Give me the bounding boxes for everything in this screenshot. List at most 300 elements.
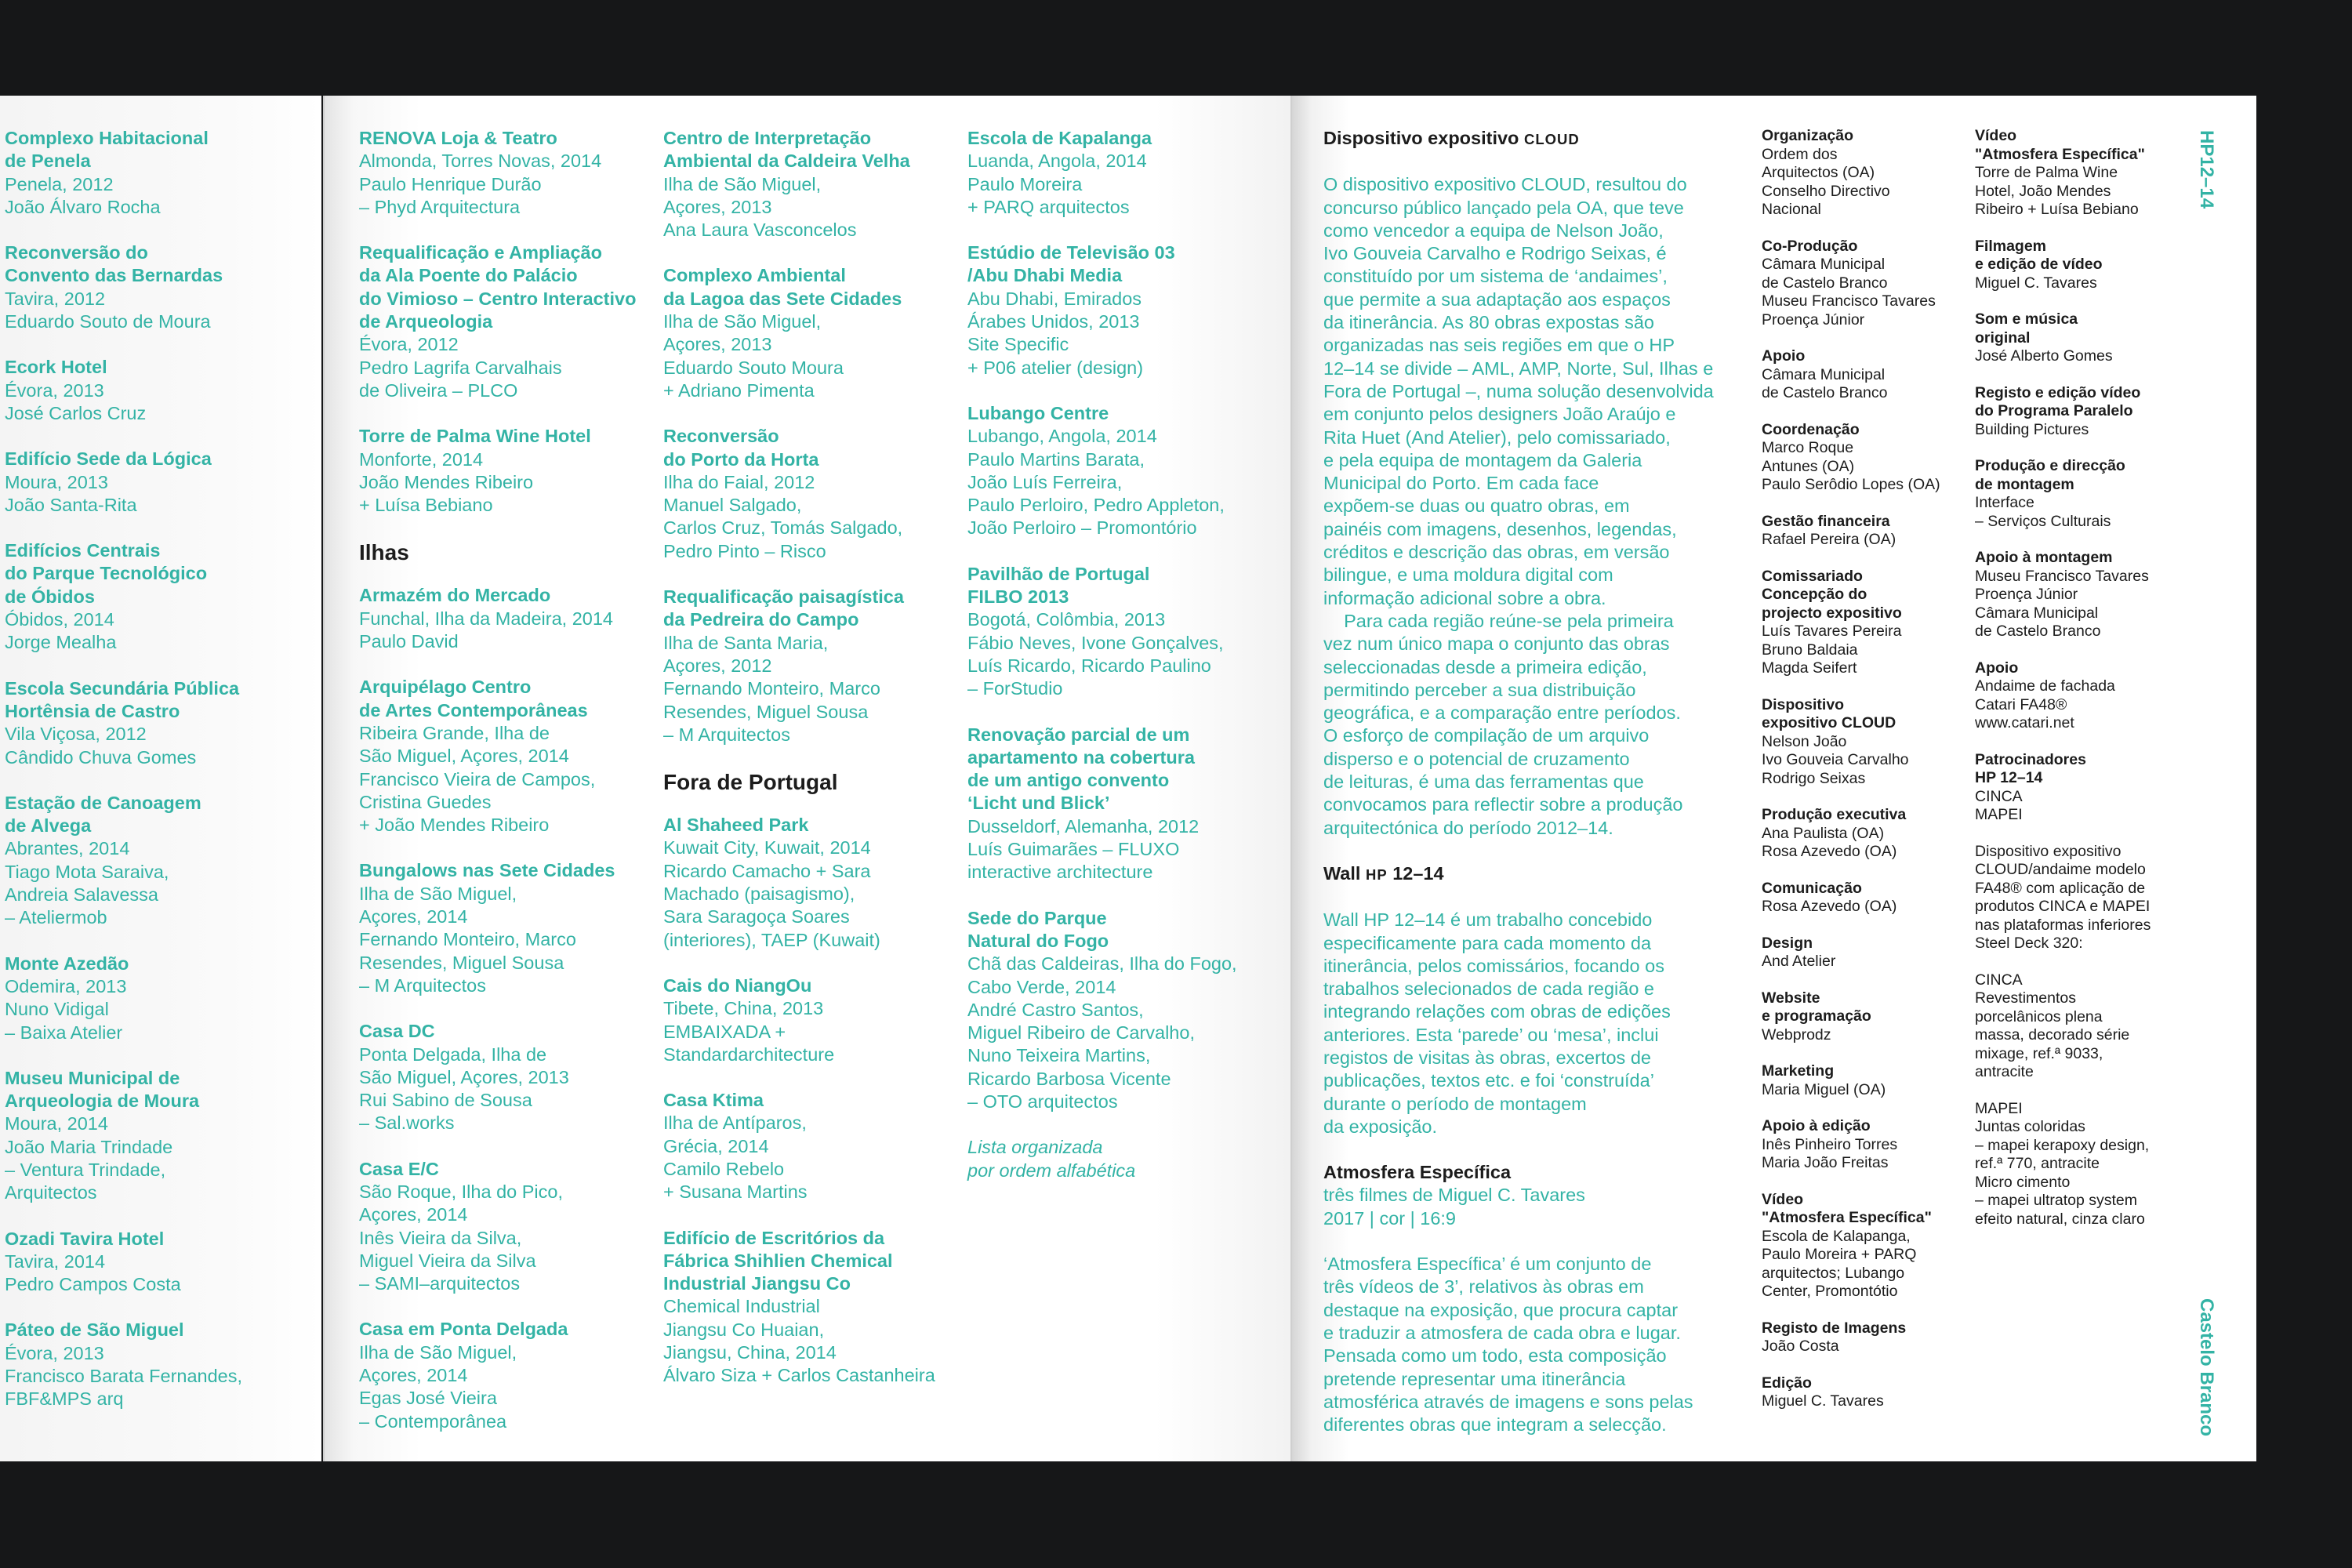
wall-paragraph	[1323, 909, 1714, 1138]
credit-name: Nacional	[1762, 201, 1821, 218]
list-note: Lista organizada por ordem alfabética	[967, 1137, 1136, 1181]
credit-name: Micro cimento	[1975, 1173, 2071, 1191]
work-detail: Fábio Neves, Ivone Gonçalves,	[967, 632, 1224, 653]
work-title: Bungalows nas Sete Cidades	[359, 860, 615, 881]
dispositivo-paragraph-2	[1323, 610, 1714, 840]
work-entry	[359, 1020, 636, 1134]
credit-name: CINCA	[1975, 971, 2023, 989]
work-detail: João Maria Trindade	[5, 1136, 173, 1157]
work-detail: Cristina Guedes	[359, 791, 492, 812]
work-detail: Luanda, Angola, 2014	[967, 151, 1147, 172]
credit-role: Website	[1762, 989, 1820, 1007]
work-detail: Arquitectos	[5, 1182, 97, 1203]
work-detail: Funchal, Ilha da Madeira, 2014	[359, 608, 613, 629]
credit-name: Maria Miguel (OA)	[1762, 1080, 1886, 1098]
credit-name: Ana Paulista (OA)	[1762, 824, 1885, 842]
work-detail: Abu Dhabi, Emirados	[967, 288, 1142, 309]
work-entry	[967, 402, 1237, 540]
work-detail: – OTO arquitectos	[967, 1091, 1118, 1112]
work-detail: Ilha de São Miguel,	[359, 1341, 517, 1363]
credit-role: Coordenação	[1762, 420, 1860, 438]
work-title: Estação de Canoagem	[5, 792, 201, 813]
fold-line	[323, 96, 325, 1461]
work-title: do Parque Tecnológico	[5, 563, 208, 584]
work-title: Lubango Centre	[967, 402, 1109, 423]
text-line: que permite a sua adaptação aos espaços	[1323, 289, 1671, 310]
credit-entry	[1975, 384, 2151, 440]
text-line: Ivo Gouveia Carvalho e Rodrigo Seixas, é	[1323, 243, 1667, 264]
work-detail: Ricardo Barbosa Vicente	[967, 1068, 1171, 1089]
text-line: da exposição.	[1323, 1116, 1438, 1137]
credit-name: Rodrigo Seixas	[1762, 769, 1866, 787]
credit-name: Marco Roque	[1762, 439, 1854, 456]
text-line: em conjunto pelos designers João Araújo e	[1323, 404, 1676, 425]
credit-role: e edição de vídeo	[1975, 256, 2103, 273]
text-line: concurso público lançado pela OA, que teve	[1323, 197, 1684, 218]
work-title: de Alvega	[5, 815, 92, 837]
text-line: publicações, textos etc. e foi ‘construída’	[1323, 1070, 1654, 1091]
work-detail: Cândido Chuva Gomes	[5, 746, 197, 768]
credit-name: Miguel C. Tavares	[1762, 1392, 1884, 1410]
work-detail: Francisco Vieira de Campos,	[359, 768, 596, 789]
credit-name: Ordem dos	[1762, 145, 1838, 163]
work-entry	[5, 1319, 242, 1410]
work-title: Ecork Hotel	[5, 357, 107, 378]
credits-column-2	[1975, 127, 2151, 1247]
credit-entry	[1975, 971, 2151, 1082]
text-line: painéis com imagens, desenhos, legendas,	[1323, 518, 1677, 539]
credit-entry	[1762, 513, 1940, 550]
work-detail: + P06 atelier (design)	[967, 357, 1144, 378]
work-title: Requalificação paisagística	[663, 586, 904, 608]
work-detail: Cabo Verde, 2014	[967, 976, 1116, 997]
work-detail: Ilha de São Miguel,	[359, 883, 517, 904]
work-entry	[359, 425, 636, 517]
work-entry	[663, 425, 935, 563]
works-column-4	[967, 127, 1237, 1205]
credit-name: Webprodz	[1762, 1025, 1831, 1044]
work-detail: FBF&MPS arq	[5, 1388, 124, 1410]
text-line: Pensada como um todo, esta composição	[1323, 1345, 1667, 1367]
credit-name: ref.ª 770, antracite	[1975, 1155, 2100, 1172]
credit-name: Paulo Moreira + PARQ	[1762, 1246, 1917, 1263]
work-detail: Inês Vieira da Silva,	[359, 1227, 522, 1248]
work-detail: Miguel Ribeiro de Carvalho,	[967, 1022, 1195, 1044]
credit-role: Apoio à montagem	[1975, 549, 2113, 566]
credit-name: CINCA	[1975, 787, 2023, 805]
work-title: da Ala Poente do Palácio	[359, 265, 578, 286]
credit-name: efeito natural, cinza claro	[1975, 1210, 2145, 1228]
credit-entry	[1975, 457, 2151, 531]
work-detail: Açores, 2014	[359, 906, 468, 927]
credit-role: Comunicação	[1762, 879, 1862, 897]
credit-role: de montagem	[1975, 475, 2074, 493]
work-title: FILBO 2013	[967, 586, 1069, 608]
text-line: e traduzir a atmosfera de cada obra e lugar.	[1323, 1322, 1681, 1343]
work-detail: Moura, 2013	[5, 471, 108, 492]
work-detail: + Susana Martins	[663, 1181, 808, 1203]
work-detail: São Miguel, Açores, 2013	[359, 1066, 569, 1087]
work-title: de Artes Contemporâneas	[359, 699, 588, 720]
credit-role: Co-Produção	[1762, 237, 1858, 255]
work-title: Páteo de São Miguel	[5, 1319, 184, 1341]
atmosfera-paragraph	[1323, 1253, 1714, 1436]
text-line: Para cada região reúne-se pela primeira	[1323, 610, 1674, 631]
credit-name: Ribeiro + Luísa Bebiano	[1975, 201, 2139, 218]
credit-entry	[1975, 127, 2151, 220]
work-detail: João Álvaro Rocha	[5, 196, 161, 217]
work-detail: Monforte, 2014	[359, 448, 484, 470]
credit-entry	[1762, 935, 1940, 971]
work-detail: Almonda, Torres Novas, 2014	[359, 151, 602, 172]
text-line: itinerância, pelos comissários, focando os	[1323, 955, 1664, 976]
credit-name: Câmara Municipal	[1762, 256, 1886, 273]
text-line: Municipal do Porto. Em cada face	[1323, 473, 1599, 494]
work-detail: Francisco Barata Fernandes,	[5, 1366, 243, 1387]
credit-name: Miguel C. Tavares	[1975, 274, 2097, 292]
work-entry	[359, 1318, 636, 1432]
work-detail: EMBAIXADA +	[663, 1021, 786, 1042]
work-entry	[663, 814, 935, 952]
work-title: RENOVA Loja & Teatro	[359, 128, 557, 148]
credit-name: José Alberto Gomes	[1975, 347, 2113, 365]
text-line: Wall HP 12–14 é um trabalho concebido	[1323, 909, 1653, 931]
work-title: Complexo Habitacional	[5, 128, 209, 148]
work-detail: de Oliveira – PLCO	[359, 379, 518, 401]
work-title: do Vimioso – Centro Interactivo	[359, 288, 637, 309]
credits-column-1	[1762, 127, 1940, 1429]
text-line: pretende representar uma itinerância	[1323, 1368, 1626, 1389]
credit-entry	[1975, 310, 2151, 366]
credit-name: Arquitectos (OA)	[1762, 164, 1875, 181]
work-detail: Manuel Salgado,	[663, 495, 802, 516]
credit-name: Paulo Serôdio Lopes (OA)	[1762, 476, 1940, 493]
credit-name: Building Pictures	[1975, 420, 2089, 438]
work-detail: Jiangsu, China, 2014	[663, 1342, 837, 1363]
credit-name: Ivo Gouveia Carvalho	[1762, 751, 1909, 768]
work-title: Torre de Palma Wine Hotel	[359, 426, 591, 447]
work-detail: João Santa-Rita	[5, 494, 137, 515]
credit-role: do Programa Paralelo	[1975, 402, 2133, 419]
credit-name: porcelânicos plena	[1975, 1007, 2103, 1025]
work-detail: Luís Guimarães – FLUXO	[967, 839, 1180, 860]
work-detail: Camilo Rebelo	[663, 1158, 785, 1179]
work-entry	[359, 1158, 636, 1296]
works-column-2	[359, 127, 636, 1456]
work-title: Industrial Jiangsu Co	[663, 1273, 851, 1294]
work-title: Casa em Ponta Delgada	[359, 1319, 568, 1340]
credit-role: "Atmosfera Específica"	[1762, 1209, 1932, 1226]
work-detail: Ana Laura Vasconcelos	[663, 220, 857, 241]
credit-name: produtos CINCA e MAPEI	[1975, 898, 2151, 915]
credit-name: – mapei kerapoxy design,	[1975, 1136, 2150, 1154]
credit-name: Steel Deck 320:	[1975, 935, 2083, 952]
text-line: créditos e descrição das obras, em versão	[1323, 542, 1670, 563]
credit-entry	[1762, 421, 1940, 495]
work-entry	[5, 1228, 242, 1297]
work-title: de um antigo convento	[967, 770, 1170, 791]
text-line: Fora de Portugal –, numa solução desenvolvida	[1323, 380, 1714, 401]
text-line: atmosférica através de imagens e sons pelas	[1323, 1391, 1693, 1412]
credit-name: FA48® com aplicação de	[1975, 879, 2146, 897]
work-title: Hortênsia de Castro	[5, 700, 180, 721]
work-detail: Eduardo Souto de Moura	[5, 311, 211, 332]
work-detail: André Castro Santos,	[967, 999, 1144, 1020]
credit-role: expositivo CLOUD	[1762, 714, 1896, 731]
work-entry	[663, 127, 935, 241]
credit-entry	[1762, 1191, 1940, 1301]
work-entry	[967, 724, 1237, 884]
text-line: constituído por um sistema de ‘andaimes’,	[1323, 266, 1668, 287]
credit-name: www.catari.net	[1975, 714, 2074, 731]
work-title: da Lagoa das Sete Cidades	[663, 288, 902, 309]
work-detail: Site Specific	[967, 334, 1069, 355]
credit-name: CLOUD/andaime modelo	[1975, 861, 2146, 878]
credit-name: Torre de Palma Wine	[1975, 164, 2118, 181]
credit-entry	[1762, 1062, 1940, 1099]
work-detail: Açores, 2012	[663, 655, 772, 676]
credit-name: MAPEI	[1975, 806, 2023, 823]
credit-name: Câmara Municipal	[1975, 604, 2099, 622]
credit-name: Dispositivo expositivo	[1975, 842, 2122, 860]
work-detail: + Adriano Pimenta	[663, 379, 815, 401]
work-detail: Évora, 2013	[5, 1342, 104, 1363]
work-title: Edifícios Centrais	[5, 540, 161, 561]
work-title: Requalificação e Ampliação	[359, 242, 602, 263]
work-title: Monte Azedão	[5, 953, 129, 974]
work-detail: Fernando Monteiro, Marco	[359, 929, 576, 950]
work-detail: – M Arquitectos	[359, 975, 486, 996]
work-entry	[967, 241, 1237, 379]
credit-name: nas plataformas inferiores	[1975, 916, 2151, 934]
work-entry	[663, 1227, 935, 1388]
credit-role: Registo e edição vídeo	[1975, 383, 2141, 401]
credit-role: Dispositivo	[1762, 695, 1845, 713]
credit-name: And Atelier	[1762, 953, 1836, 970]
credit-role: Vídeo	[1762, 1190, 1804, 1208]
credit-entry	[1762, 1374, 1940, 1411]
text-line: bilingue, e uma moldura digital com	[1323, 564, 1613, 586]
work-detail: (interiores), TAEP (Kuwait)	[663, 929, 880, 950]
work-detail: Odemira, 2013	[5, 975, 127, 996]
work-title: Sede do Parque	[967, 907, 1107, 928]
work-detail: Eduardo Souto Moura	[663, 357, 844, 378]
work-detail: Nuno Teixeira Martins,	[967, 1045, 1151, 1066]
work-title: Casa E/C	[359, 1158, 439, 1179]
work-title: de Óbidos	[5, 586, 95, 607]
work-entry	[5, 677, 242, 769]
text-line: como vencedor a equipa de Nelson João,	[1323, 220, 1664, 241]
work-detail: Nuno Vidigal	[5, 999, 109, 1020]
work-detail: Álvaro Siza + Carlos Castanheira	[663, 1365, 935, 1386]
work-title: do Porto da Horta	[663, 448, 819, 470]
work-title: Museu Municipal de	[5, 1067, 180, 1088]
work-detail: João Luís Ferreira,	[967, 471, 1123, 492]
work-detail: José Carlos Cruz	[5, 402, 147, 423]
work-entry	[663, 1089, 935, 1203]
work-entry	[359, 859, 636, 997]
text-line: anteriores. Esta ‘parede’ ou ‘mesa’, inclui	[1323, 1024, 1659, 1045]
credit-name: Proença Júnior	[1762, 310, 1865, 328]
work-detail: Ricardo Camacho + Sara	[663, 860, 871, 881]
work-title: Complexo Ambiental	[663, 265, 846, 286]
work-detail: Abrantes, 2014	[5, 838, 130, 859]
work-detail: Açores, 2014	[359, 1365, 468, 1386]
work-detail: Penela, 2012	[5, 173, 114, 194]
work-detail: Pedro Lagrifa Carvalhais	[359, 357, 562, 378]
work-title: /Abu Dhabi Media	[967, 265, 1123, 286]
credit-name: Nelson João	[1762, 732, 1847, 750]
text-line: durante o período de montagem	[1323, 1093, 1587, 1114]
work-title: ‘Licht und Blick’	[967, 793, 1110, 814]
text-line: registos de visitas às obras, excertos de	[1323, 1047, 1651, 1068]
work-detail: Andreia Salavessa	[5, 884, 158, 906]
work-detail: Chemical Industrial	[663, 1296, 820, 1317]
credit-role: Som e música	[1975, 310, 2078, 328]
work-entry	[967, 127, 1237, 219]
text-line: informação adicional sobre a obra.	[1323, 587, 1606, 608]
work-detail: Óbidos, 2014	[5, 609, 114, 630]
works-column-1	[5, 127, 242, 1434]
work-title: Escola de Kapalanga	[967, 128, 1152, 148]
work-detail: + PARQ arquitectos	[967, 196, 1130, 217]
text-line: integrando relações com obras de edições	[1323, 1001, 1671, 1022]
credit-name: Center, Promontótio	[1762, 1283, 1898, 1300]
credit-role: Vídeo	[1975, 127, 2017, 144]
work-detail: Resendes, Miguel Sousa	[663, 701, 869, 722]
credit-name: Conselho Directivo	[1762, 182, 1890, 200]
work-detail: – Baixa Atelier	[5, 1022, 123, 1043]
work-title: da Pedreira do Campo	[663, 609, 859, 630]
credit-role: Apoio	[1762, 347, 1806, 365]
atmosfera-subtitle: três filmes de Miguel C. Tavares 2017 | cor | 16:9	[1323, 1185, 1585, 1229]
work-detail: Egas José Vieira	[359, 1388, 497, 1409]
work-detail: Paulo Henrique Durão	[359, 173, 542, 194]
work-detail: interactive architecture	[967, 862, 1153, 883]
dispositivo-title: Dispositivo expositivo CLOUD	[1323, 128, 1580, 148]
work-detail: + João Mendes Ribeiro	[359, 815, 550, 836]
credit-role: Organização	[1762, 127, 1854, 144]
credit-entry	[1762, 1117, 1940, 1173]
work-detail: Ribeira Grande, Ilha de	[359, 722, 550, 743]
credit-name: João Costa	[1762, 1338, 1839, 1355]
work-detail: Standardarchitecture	[663, 1044, 835, 1065]
work-entry	[5, 1067, 242, 1205]
work-title: Edifício de Escritórios da	[663, 1227, 885, 1248]
work-title: Escola Secundária Pública	[5, 677, 240, 699]
work-title: de Arqueologia	[359, 311, 493, 332]
work-detail: Pedro Pinto – Risco	[663, 540, 826, 561]
credit-role: Patrocinadores	[1975, 750, 2086, 768]
work-detail: Tibete, China, 2013	[663, 998, 824, 1019]
work-entry	[359, 676, 636, 837]
text-line: trabalhos selecionados de cada região e	[1323, 978, 1654, 1000]
credit-name: – Serviços Culturais	[1975, 512, 2111, 530]
work-entry	[359, 127, 636, 219]
credit-entry	[1762, 880, 1940, 916]
credit-name: de Castelo Branco	[1762, 384, 1888, 401]
works-column-3	[663, 127, 935, 1410]
credit-name: mixage, ref.ª 9033,	[1975, 1044, 2103, 1062]
work-entry	[5, 241, 242, 333]
credit-entry	[1762, 1319, 1940, 1356]
text-line: disperso e o potencial de cruzamento	[1323, 748, 1630, 769]
work-title: Arqueologia de Moura	[5, 1091, 200, 1112]
text-line: convocamos para reflectir sobre a produção	[1323, 794, 1683, 815]
text-line: Rita Huet (And Atelier), pelo comissariado,	[1323, 426, 1671, 448]
credit-entry	[1975, 549, 2151, 641]
work-entry	[967, 907, 1237, 1114]
credit-entry	[1975, 659, 2151, 733]
work-detail: Carlos Cruz, Tomás Salgado,	[663, 517, 903, 539]
credit-name: Juntas coloridas	[1975, 1118, 2085, 1135]
credit-name: Revestimentos	[1975, 989, 2076, 1007]
credit-entry	[1762, 347, 1940, 403]
work-entry	[5, 127, 242, 219]
work-title: Fábrica Shihlien Chemical	[663, 1250, 893, 1271]
work-detail: Moura, 2014	[5, 1113, 108, 1134]
work-detail: Luís Ricardo, Ricardo Paulino	[967, 655, 1211, 676]
work-detail: Jiangsu Co Huaian,	[663, 1319, 825, 1340]
text-line: vez num único mapa o conjunto das obras	[1323, 633, 1670, 655]
credit-name: Rosa Azevedo (OA)	[1762, 843, 1897, 860]
text-line: três vídeos de 3’, relativos às obras em	[1323, 1276, 1644, 1298]
text-line: ‘Atmosfera Específica’ é um conjunto de	[1323, 1254, 1652, 1275]
work-detail: – Sal.works	[359, 1112, 455, 1134]
text-line: destaque na exposição, que procura captar	[1323, 1299, 1679, 1320]
credit-role: HP 12–14	[1975, 769, 2043, 786]
work-title: Al Shaheed Park	[663, 815, 809, 836]
credit-role: e programação	[1762, 1007, 1871, 1025]
work-detail: Évora, 2013	[5, 379, 104, 401]
description-column	[1323, 127, 1714, 1436]
credit-role: Gestão financeira	[1762, 512, 1890, 530]
work-detail: Kuwait City, Kuwait, 2014	[663, 837, 871, 858]
work-title: Reconversão do	[5, 242, 148, 263]
work-detail: Tavira, 2012	[5, 288, 106, 309]
text-line: arquitectónica do período 2012–14.	[1323, 817, 1613, 838]
work-detail: Ponta Delgada, Ilha de	[359, 1044, 547, 1065]
credit-entry	[1975, 1100, 2151, 1229]
credit-name: Bruno Baldaia	[1762, 641, 1858, 659]
text-line: especificamente para cada momento da	[1323, 932, 1652, 953]
credit-role: original	[1975, 328, 2031, 347]
work-detail: – M Arquitectos	[663, 724, 790, 745]
credit-entry	[1762, 238, 1940, 330]
credit-role: Concepção do	[1762, 586, 1867, 603]
credit-name: de Castelo Branco	[1762, 274, 1888, 292]
work-title: de Penela	[5, 151, 91, 172]
credit-entry	[1762, 806, 1940, 862]
wall-title: Wall HP 12–14	[1323, 862, 1444, 884]
text-line: O esforço de compilação de um arquivo	[1323, 725, 1650, 746]
credit-name: MAPEI	[1975, 1099, 2023, 1117]
credit-role: Registo de Imagens	[1762, 1319, 1907, 1337]
work-detail: Évora, 2012	[359, 334, 459, 355]
work-entry	[5, 448, 242, 517]
credit-name: Andaime de fachada	[1975, 677, 2115, 695]
work-entry	[663, 975, 935, 1066]
vertical-label-bottom: Castelo Branco	[2196, 1298, 2217, 1437]
work-detail: Árabes Unidos, 2013	[967, 311, 1140, 332]
work-detail: Açores, 2013	[663, 334, 772, 355]
work-detail: Paulo Moreira	[967, 173, 1083, 194]
work-detail: + Luísa Bebiano	[359, 495, 493, 516]
credit-entry	[1762, 989, 1940, 1045]
work-detail: Ilha de Antíparos,	[663, 1112, 807, 1134]
work-title: Pavilhão de Portugal	[967, 563, 1150, 584]
work-detail: – SAMI–arquitectos	[359, 1273, 521, 1294]
